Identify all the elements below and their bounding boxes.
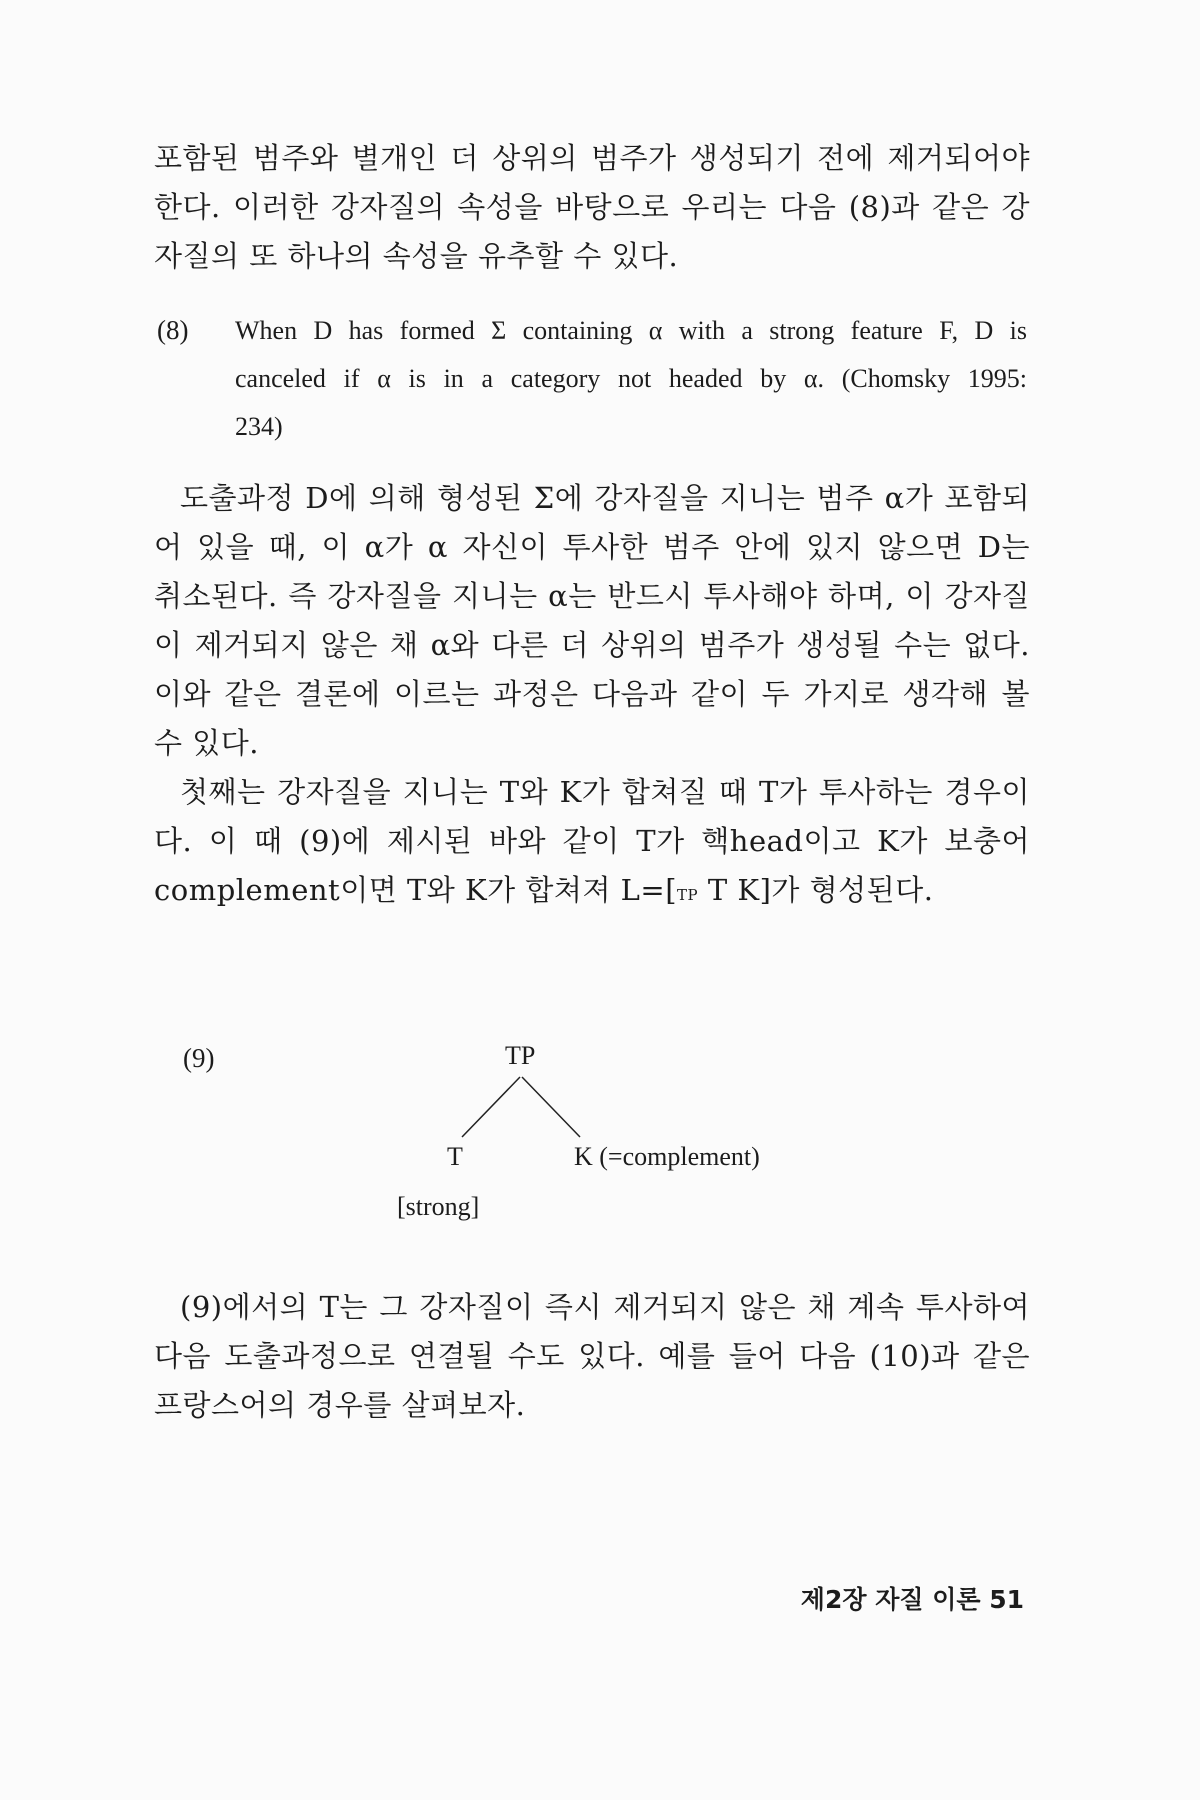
example-number-9: (9) — [183, 1043, 215, 1073]
paragraph-line: 다. 이 때 (9)에 제시된 바와 같이 T가 핵head이고 K가 보충어 — [154, 824, 1030, 858]
tree-feature-strong: [strong] — [397, 1192, 480, 1221]
paragraph-line: 자질의 또 하나의 속성을 유추할 수 있다. — [154, 239, 679, 273]
paragraph-line: 도출과정 D에 의해 형성된 Σ에 강자질을 지니는 범주 α가 포함되 — [180, 481, 1030, 515]
example-line: When D has formed Σ containing α with a strong feature F, D is — [235, 316, 1027, 345]
paragraph-line: 어 있을 때, 이 α가 α 자신이 투사한 범주 안에 있지 않으면 D는 — [154, 530, 1030, 564]
tree-node-tp: TP — [505, 1041, 536, 1070]
subscript-tp: TP — [677, 886, 699, 904]
paragraph-line: (9)에서의 T는 그 강자질이 즉시 제거되지 않은 채 계속 투사하여 — [180, 1290, 1030, 1324]
example-line: 234) — [235, 412, 283, 441]
paragraph-line: 취소된다. 즉 강자질을 지니는 α는 반드시 투사해야 하며, 이 강자질 — [154, 579, 1030, 613]
paragraph-line: 한다. 이러한 강자질의 속성을 바탕으로 우리는 다음 (8)과 같은 강 — [154, 190, 1030, 224]
example-number-8: (8) — [157, 315, 189, 345]
paragraph-line: 다음 도출과정으로 연결될 수도 있다. 예를 들어 다음 (10)과 같은 — [154, 1339, 1030, 1373]
example-line: canceled if α is in a category not headed by α. (Chomsky 1995: — [235, 364, 1027, 393]
paragraph-line: 포함된 범주와 별개인 더 상위의 범주가 생성되기 전에 제거되어야 — [154, 141, 1030, 175]
last-line-after: T K]가 형성된다. — [698, 873, 934, 907]
paragraph-line: 첫째는 강자질을 지니는 T와 K가 합쳐질 때 T가 투사하는 경우이 — [180, 775, 1030, 809]
paragraph-line: 프랑스어의 경우를 살펴보자. — [154, 1388, 526, 1422]
tree-branch-right — [522, 1077, 580, 1137]
paragraph-line: 이와 같은 결론에 이르는 과정은 다음과 같이 두 가지로 생각해 볼 — [154, 677, 1030, 711]
paragraph-line: 수 있다. — [154, 726, 259, 760]
paragraph-line: 이 제거되지 않은 채 α와 다른 더 상위의 범주가 생성될 수는 없다. — [154, 628, 1030, 662]
paragraph-4 — [154, 1283, 1030, 1430]
last-line-before: complement이면 T와 K가 합쳐져 L=[ — [154, 873, 678, 907]
tree-node-k: K (=complement) — [574, 1142, 760, 1171]
tree-node-t: T — [447, 1142, 463, 1171]
page-footer: 제2장 자질 이론 51 — [800, 1585, 1024, 1614]
tree-branch-left — [462, 1077, 520, 1137]
